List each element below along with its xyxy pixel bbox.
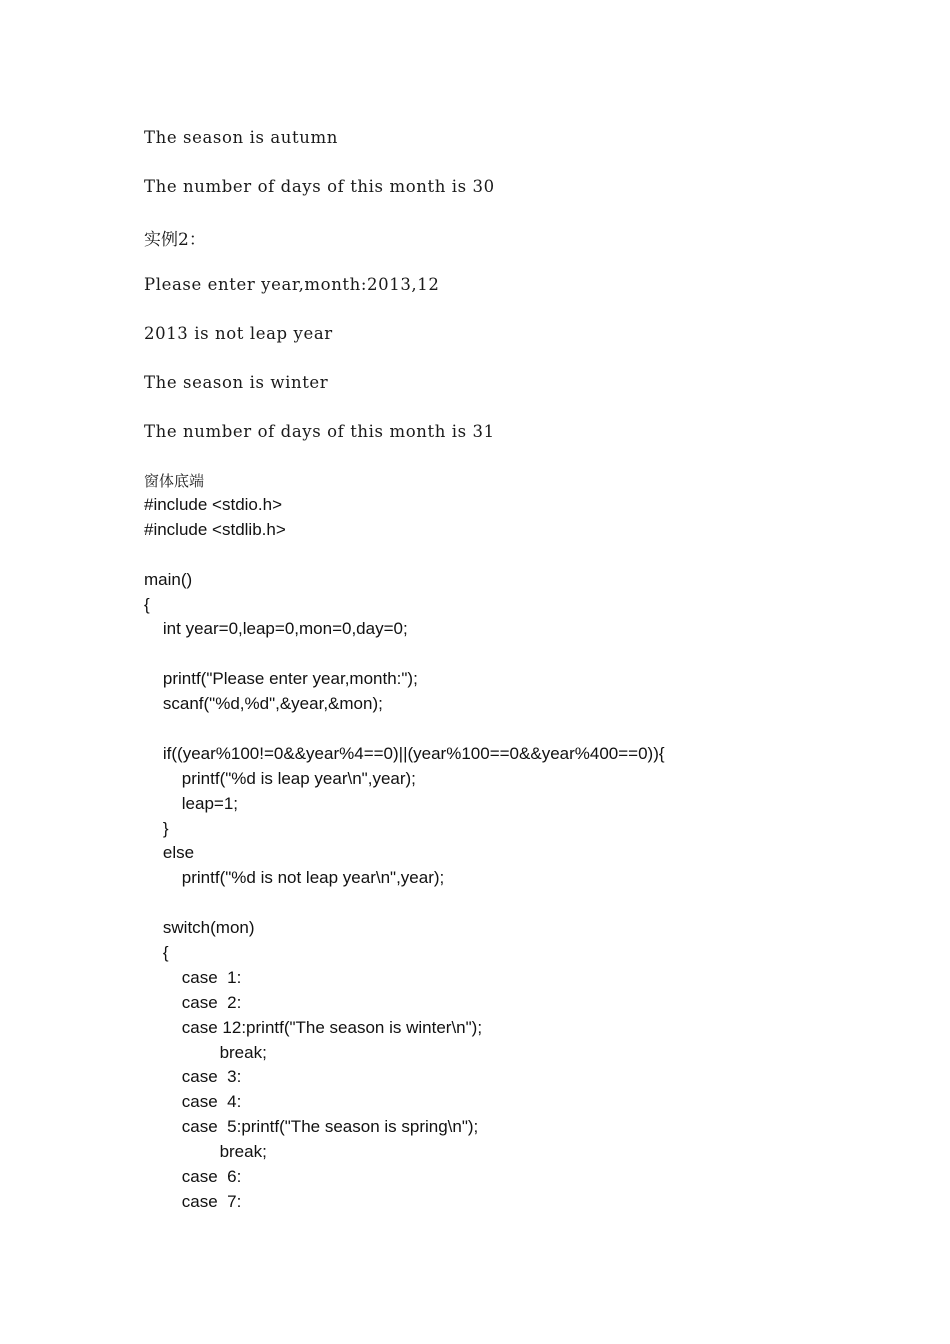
code-line: case 6:: [144, 1167, 242, 1187]
code-line: [144, 891, 665, 916]
code-line: main(): [144, 569, 193, 589]
code-line: printf("%d is not leap year\n",year);: [144, 868, 445, 888]
code-line: else: [144, 843, 195, 863]
code-line: case 5:printf("The season is spring\n");: [144, 1117, 479, 1137]
code-line: leap=1;: [144, 793, 239, 813]
code-line: printf("Please enter year,month:");: [144, 669, 418, 689]
code-line: [144, 717, 665, 742]
code-line: switch(mon): [144, 918, 255, 938]
output-line-season-winter: The season is winter: [144, 373, 329, 392]
code-line: scanf("%d,%d",&year,&mon);: [144, 694, 383, 714]
code-line: case 3:: [144, 1067, 242, 1087]
example-2-heading: 实例2：: [144, 230, 206, 250]
code-line: }: [144, 818, 169, 838]
source-code-listing: [144, 493, 665, 1215]
output-line-prompt-input: Please enter year,month:2013,12: [144, 275, 440, 294]
code-line: case 7:: [144, 1191, 242, 1211]
code-line: #include <stdio.h>: [144, 495, 282, 514]
code-line: case 1:: [144, 967, 242, 987]
code-line: {: [144, 943, 169, 963]
code-line: [144, 543, 665, 568]
code-line: [144, 642, 665, 667]
code-line: case 4:: [144, 1092, 242, 1112]
output-line-days-31: The number of days of this month is 31: [144, 422, 495, 441]
code-line: {: [144, 594, 150, 614]
output-line-not-leap-year: 2013 is not leap year: [144, 324, 333, 343]
code-line: if((year%100!=0&&year%4==0)||(year%100==0&&year%400==0)){: [144, 743, 665, 763]
output-line-days-30: The number of days of this month is 30: [144, 177, 495, 196]
code-line: break;: [144, 1142, 267, 1162]
code-line: printf("%d is leap year\n",year);: [144, 768, 416, 788]
code-line: case 12:printf("The season is winter\n");: [144, 1017, 483, 1037]
code-line: case 2:: [144, 992, 242, 1012]
output-line-season-autumn: The season is autumn: [144, 128, 338, 147]
code-line: int year=0,leap=0,mon=0,day=0;: [144, 619, 408, 639]
code-line: break;: [144, 1042, 267, 1062]
code-line: #include <stdlib.h>: [144, 519, 286, 539]
window-bottom-label: 窗体底端: [144, 472, 205, 490]
